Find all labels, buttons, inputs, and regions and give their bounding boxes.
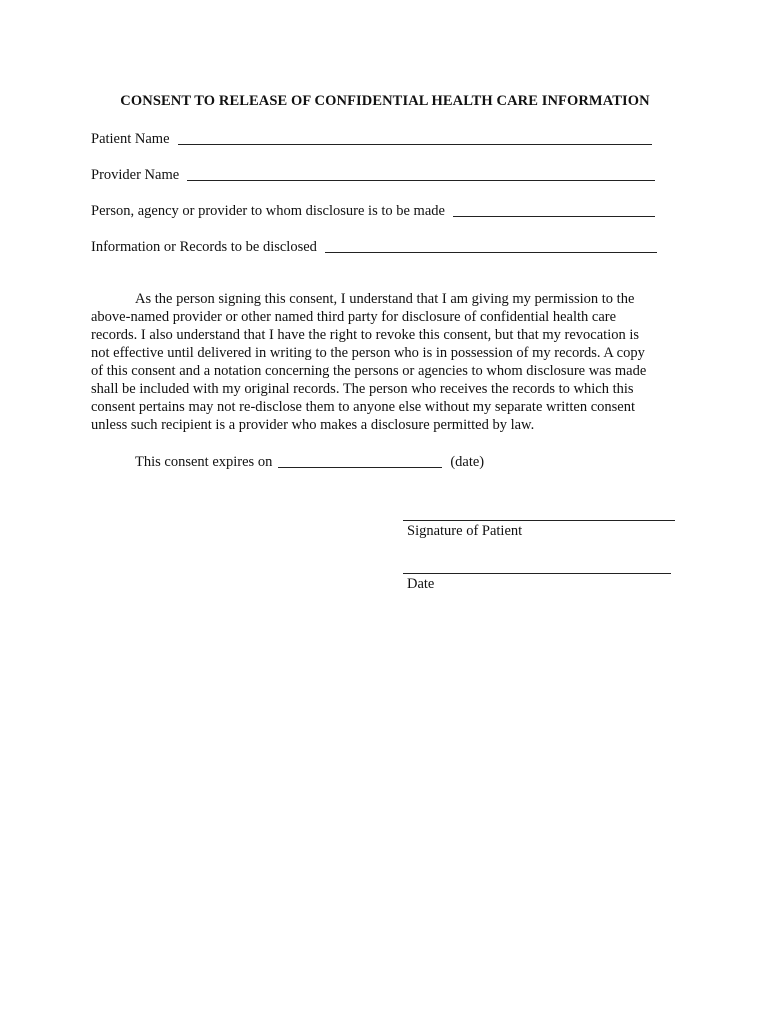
expiry-date-suffix: (date) — [450, 454, 485, 470]
paragraph-line: not effective until delivered in writing to the person who is in possession of my records. A copy — [91, 345, 645, 361]
expiry-date-field[interactable] — [278, 453, 442, 468]
records-disclosed-label: Information or Records to be disclosed — [91, 239, 317, 255]
patient-signature-block — [403, 520, 675, 540]
disclosure-recipient-label: Person, agency or provider to whom disclosure is to be made — [91, 203, 445, 219]
paragraph-line: of this consent and a notation concerning the persons or agencies to whom disclosure was made — [91, 363, 647, 379]
paragraph-line: shall be included with my original records. The person who receives the records to which this — [91, 381, 634, 397]
consent-paragraph — [91, 290, 681, 434]
paragraph-line: consent pertains may not re-disclose them to anyone else without my separate written consent — [91, 399, 635, 415]
provider-name-label: Provider Name — [91, 167, 180, 183]
paragraph-line: records. I also understand that I have the right to revoke this consent, but that my revocation is — [91, 327, 640, 343]
provider-name-field[interactable] — [187, 166, 655, 181]
expiry-label: This consent expires on — [135, 454, 273, 470]
paragraph-line: unless such recipient is a provider who makes a disclosure permitted by law. — [91, 417, 535, 433]
disclosure-recipient-field[interactable] — [453, 202, 655, 217]
disclosure-recipient-row — [91, 202, 655, 220]
provider-name-row — [91, 166, 655, 184]
expiry-row — [135, 453, 484, 471]
paragraph-line: As the person signing this consent, I understand that I am giving my permission to the — [135, 291, 635, 307]
patient-name-field[interactable] — [178, 130, 652, 145]
patient-signature-line[interactable] — [403, 520, 675, 521]
records-disclosed-row — [91, 238, 657, 256]
patient-name-label: Patient Name — [91, 131, 170, 147]
signature-date-label: Date — [407, 576, 435, 592]
patient-signature-label: Signature of Patient — [407, 523, 523, 539]
signature-date-block — [403, 573, 671, 593]
patient-name-row — [91, 130, 652, 148]
paragraph-line: above-named provider or other named third party for disclosure of confidential health care — [91, 309, 617, 325]
records-disclosed-field[interactable] — [325, 238, 657, 253]
form-title: CONSENT TO RELEASE OF CONFIDENTIAL HEALTH CARE INFORMATION — [120, 93, 650, 109]
signature-date-line[interactable] — [403, 573, 671, 574]
